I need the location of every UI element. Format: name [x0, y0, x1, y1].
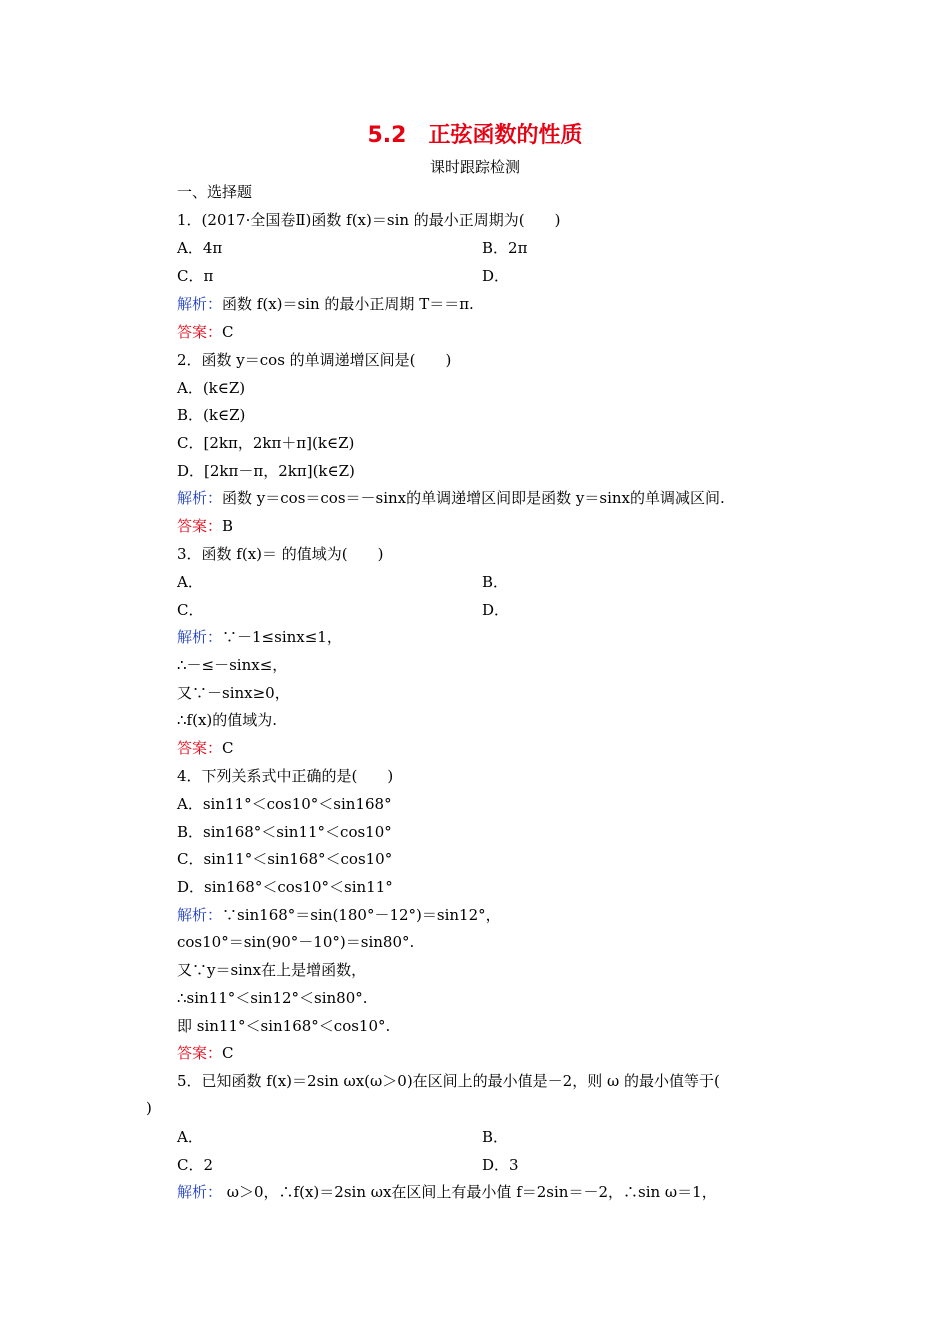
q4-option-a: A．sin11°＜cos10°＜sin168°: [177, 795, 392, 813]
q5-option-a: A．: [177, 1128, 203, 1146]
q4-option-b: B．sin168°＜sin11°＜cos10°: [177, 823, 392, 841]
analysis-label: 解析：: [177, 1183, 223, 1201]
q5-option-c: C．2: [177, 1156, 214, 1174]
q2-option-b: B．(k∈Z): [177, 406, 246, 424]
q3-option-c: C．: [177, 601, 204, 619]
q4-analysis: 解析：∵sin168°＝sin(180°－12°)＝sin12°，: [177, 906, 501, 924]
q1-analysis: 解析：函数 f(x)＝sin 的最小正周期 T＝＝π.: [177, 295, 474, 313]
page-title: 5.2 正弦函数的性质: [367, 123, 583, 148]
analysis-label: 解析：: [177, 628, 223, 646]
q3-step-3: 又∵－sinx≥0，: [177, 684, 290, 702]
q4-step-3: 又∵y＝sinx在上是增函数，: [177, 961, 367, 979]
answer-label: 答案：: [177, 1044, 223, 1062]
q1-option-a: A．4π: [177, 239, 223, 257]
q2-option-a: A．(k∈Z): [177, 379, 246, 397]
q4-step-4: ∴sin11°＜sin12°＜sin80°.: [177, 989, 368, 1007]
q3-step-4: ∴f(x)的值域为.: [177, 711, 278, 729]
question-2: 2．函数 y＝cos 的单调递增区间是( ): [177, 351, 452, 369]
q3-answer: 答案：C: [177, 739, 234, 757]
question-5: 5．已知函数 f(x)＝2sin ωx(ω＞0)在区间上的最小值是－2，则 ω 的最小值等于(: [177, 1072, 720, 1090]
answer-label: 答案：: [177, 739, 223, 757]
q2-analysis: 解析：函数 y＝cos＝cos＝－sinx的单调递增区间即是函数 y＝sinx的单调减区间.: [177, 489, 725, 507]
question-5-cont: ): [146, 1099, 152, 1117]
q2-answer: 答案：B: [177, 517, 234, 535]
answer-label: 答案：: [177, 323, 223, 341]
q1-option-c: C．π: [177, 267, 214, 285]
q3-option-d: D．: [482, 601, 510, 619]
question-1: 1．(2017·全国卷Ⅱ)函数 f(x)＝sin 的最小正周期为( ): [177, 211, 561, 229]
question-4: 4．下列关系式中正确的是( ): [177, 767, 394, 785]
analysis-label: 解析：: [177, 295, 223, 313]
q5-analysis: 解析： ω＞0，∴f(x)＝2sin ωx在区间上有最小值 f＝2sin＝－2，∴sin ω＝1，: [177, 1183, 717, 1201]
q1-option-d: D．: [482, 267, 510, 285]
page-subtitle: 课时跟踪检测: [429, 158, 520, 176]
q3-analysis: 解析：∵－1≤sinx≤1，: [177, 628, 342, 646]
q2-option-c: C．[2kπ，2kπ＋π](k∈Z): [177, 434, 355, 452]
q4-step-2: cos10°＝sin(90°－10°)＝sin80°.: [177, 933, 415, 951]
section-heading: 一、选择题: [177, 183, 253, 201]
q3-option-b: B．: [482, 573, 509, 591]
analysis-label: 解析：: [177, 489, 223, 507]
answer-label: 答案：: [177, 517, 223, 535]
q3-option-a: A．: [177, 573, 203, 591]
q4-option-d: D．sin168°＜cos10°＜sin11°: [177, 878, 393, 896]
analysis-label: 解析：: [177, 906, 223, 924]
q3-step-2: ∴－≤－sinx≤，: [177, 656, 288, 674]
q1-option-b: B．2π: [482, 239, 528, 257]
q4-option-c: C．sin11°＜sin168°＜cos10°: [177, 850, 393, 868]
q1-answer: 答案：C: [177, 323, 234, 341]
q5-option-d: D．3: [482, 1156, 519, 1174]
q4-answer: 答案：C: [177, 1044, 234, 1062]
q5-option-b: B．: [482, 1128, 509, 1146]
q4-step-5: 即 sin11°＜sin168°＜cos10°.: [177, 1017, 391, 1035]
question-3: 3．函数 f(x)＝ 的值域为( ): [177, 545, 384, 563]
q2-option-d: D．[2kπ－π，2kπ](k∈Z): [177, 462, 355, 480]
